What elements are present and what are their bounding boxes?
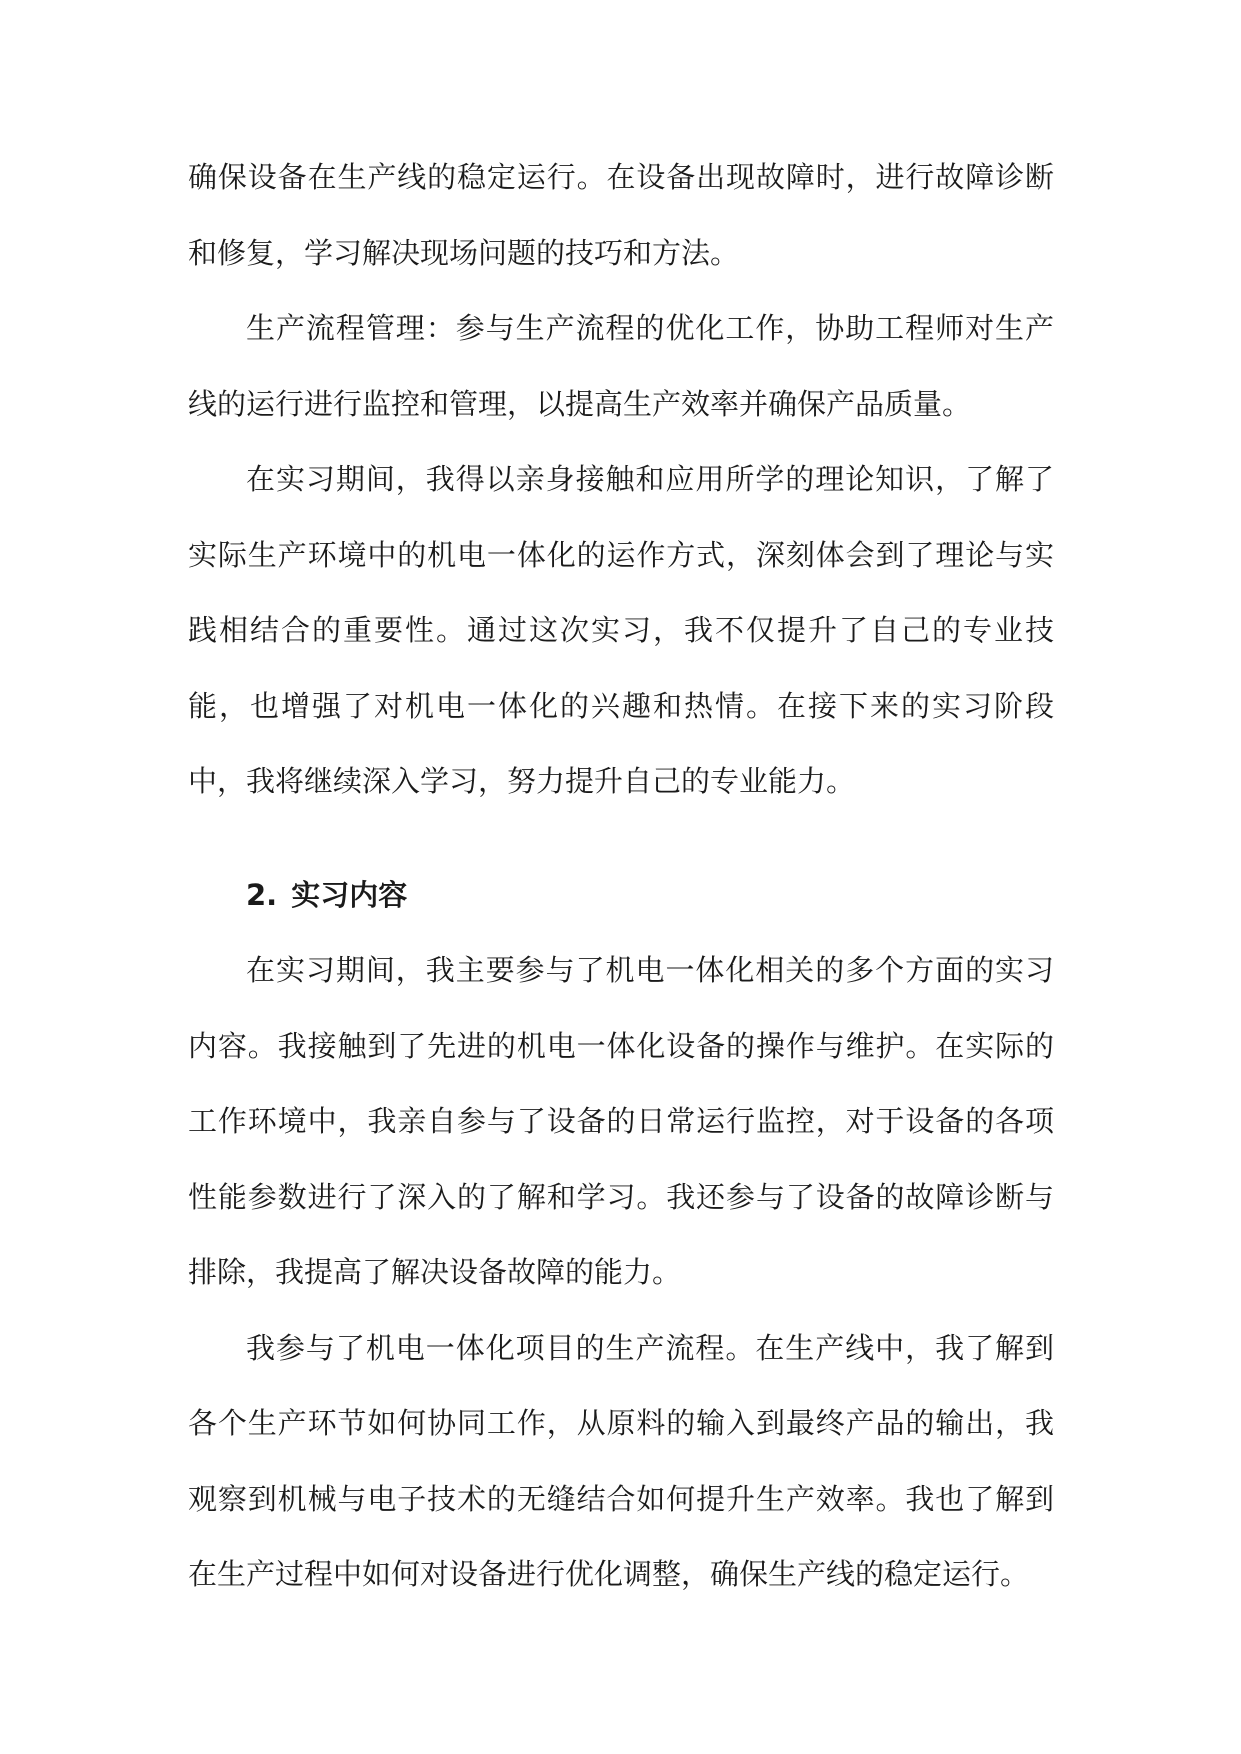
paragraph-equipment-maintenance-continued: 确保设备在生产线的稳定运行。在设备出现故障时，进行故障诊断和修复，学习解决现场问题的技巧和方法。 xyxy=(188,160,1054,270)
document-body xyxy=(188,140,1054,1613)
paragraph-internship-content-equipment: 在实习期间，我主要参与了机电一体化相关的多个方面的实习内容。我接触到了先进的机电一体化设备的操作与维护。在实际的工作环境中，我亲自参与了设备的日常运行监控，对于设备的各项性能参数进行了深入的了解和学习。我还参与了设备的故障诊断与排除，我提高了解决设备故障的能力。 xyxy=(188,953,1054,1289)
paragraph-internship-content-production: 我参与了机电一体化项目的生产流程。在生产线中，我了解到各个生产环节如何协同工作，从原料的输入到最终产品的输出，我观察到机械与电子技术的无缝结合如何提升生产效率。我也了解到在生产过程中如何对设备进行优化调整，确保生产线的稳定运行。 xyxy=(188,1330,1054,1591)
section-heading xyxy=(188,858,1054,934)
paragraph-internship-reflection: 在实习期间，我得以亲身接触和应用所学的理论知识，了解了实际生产环境中的机电一体化的运作方式，深刻体会到了理论与实践相结合的重要性。通过这次实习，我不仅提升了自己的专业技能，也增强了对机电一体化的兴趣和热情。在接下来的实习阶段中，我将继续深入学习，努力提升自己的专业能力。 xyxy=(188,462,1054,798)
section-title: 实习内容 xyxy=(291,877,408,912)
paragraph-production-process-management: 生产流程管理：参与生产流程的优化工作，协助工程师对生产线的运行进行监控和管理，以提高生产效率并确保产品质量。 xyxy=(188,311,1054,421)
section-number: 2. xyxy=(246,877,278,912)
